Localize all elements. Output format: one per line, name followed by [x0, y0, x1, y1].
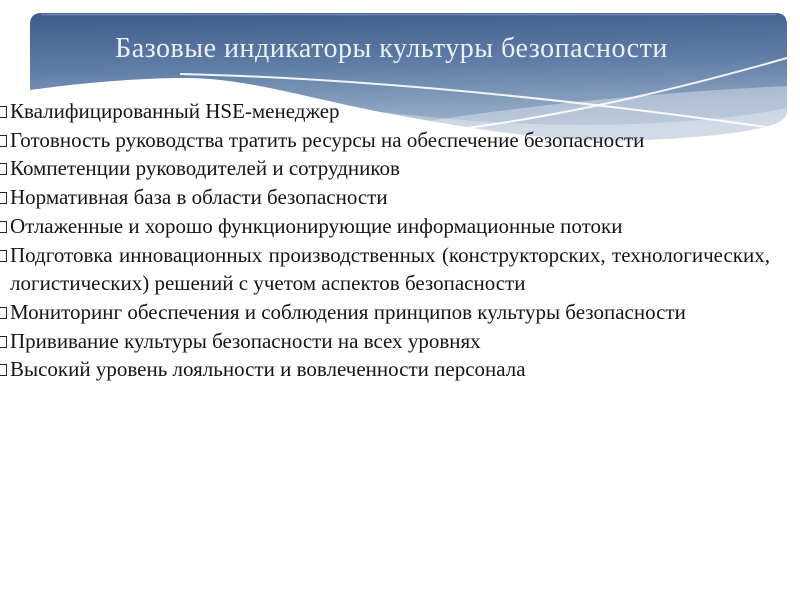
list-item — [10, 355, 770, 384]
list-item — [10, 212, 770, 241]
list-item — [10, 298, 770, 327]
list-item-text: Прививание культуры безопасности на всех уровнях — [10, 328, 481, 353]
square-bullet-icon — [0, 135, 7, 147]
list-item-text: Подготовка инновационных производственных (конструкторских, технологических, логистических) решений с учетом аспектов безопасности — [10, 242, 770, 296]
square-bullet-icon — [0, 192, 7, 204]
square-bullet-icon — [0, 221, 7, 233]
slide-title: Базовые индикаторы культуры безопасности — [115, 33, 668, 64]
list-item — [10, 97, 770, 126]
list-item-text: Готовность руководства тратить ресурсы на обеспечение безопасности — [10, 127, 645, 152]
square-bullet-icon — [0, 250, 7, 262]
list-item — [10, 327, 770, 356]
list-item-text: Квалифицированный HSE-менеджер — [10, 99, 340, 123]
list-item-text: Компетенции руководителей и сотрудников — [10, 156, 400, 181]
list-item-text: Нормативная база в области безопасности — [10, 185, 388, 210]
square-bullet-icon — [0, 364, 7, 376]
bullet-list — [0, 97, 800, 384]
list-item — [10, 183, 770, 212]
list-item-text: Отлаженные и хорошо функционирующие информационные потоки — [10, 213, 623, 238]
list-item — [10, 154, 770, 183]
list-item — [10, 126, 770, 155]
square-bullet-icon — [0, 106, 7, 118]
square-bullet-icon — [0, 336, 7, 348]
list-item-text: Мониторинг обеспечения и соблюдения принципов культуры безопасности — [10, 299, 686, 324]
square-bullet-icon — [0, 163, 7, 175]
square-bullet-icon — [0, 307, 7, 319]
list-item — [10, 241, 770, 298]
list-item-text: Высокий уровень лояльности и вовлеченности персонала — [10, 357, 526, 382]
